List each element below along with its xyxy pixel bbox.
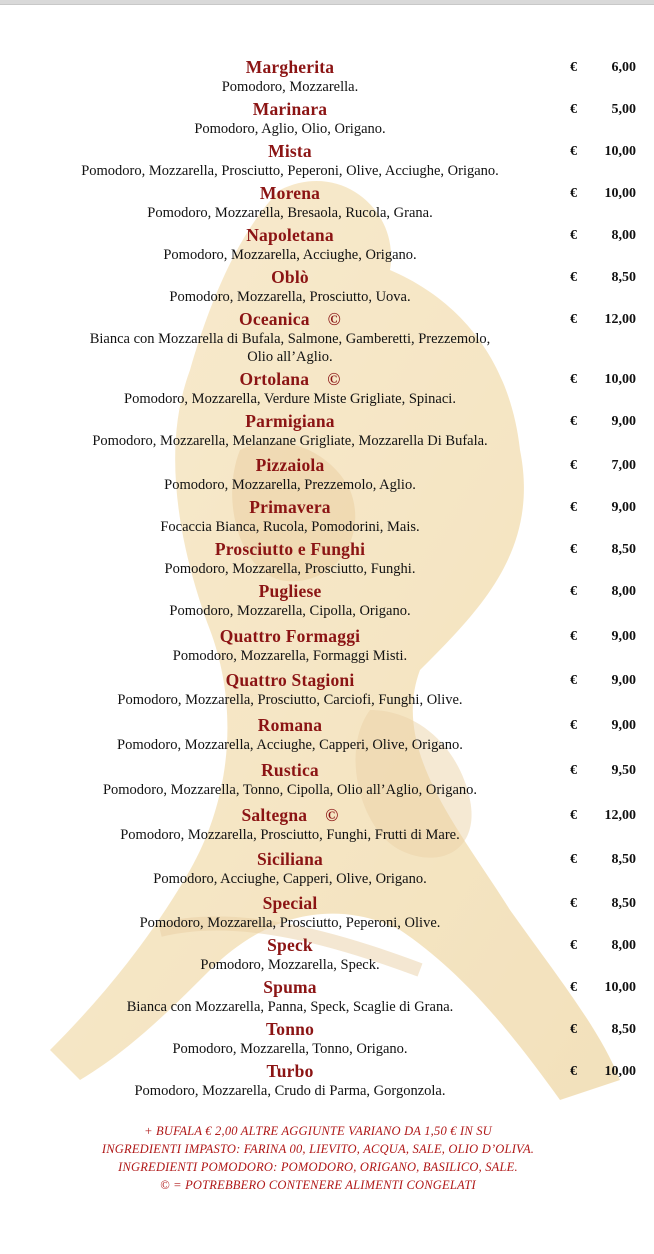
menu-item-name	[0, 454, 580, 476]
menu-item	[0, 759, 654, 799]
menu-item-name-text: Speck	[267, 935, 313, 955]
menu-item	[0, 625, 654, 665]
price-value: 9,50	[611, 763, 636, 778]
menu-item	[0, 892, 654, 932]
price-value: 8,50	[611, 542, 636, 557]
menu-item	[0, 976, 654, 1016]
menu-item-name	[0, 410, 580, 432]
euro-sign: €	[570, 896, 577, 911]
menu-item	[0, 804, 654, 844]
euro-sign: €	[570, 763, 577, 778]
menu-notes	[0, 1122, 636, 1194]
euro-sign: €	[570, 1064, 577, 1079]
price-value: 8,50	[611, 1022, 636, 1037]
menu-item-name-text: Turbo	[266, 1061, 314, 1081]
menu-item-name-text: Quattro Stagioni	[225, 670, 355, 690]
euro-sign: €	[570, 808, 577, 823]
menu-item	[0, 410, 654, 450]
menu-item-name-text: Mista	[268, 141, 312, 161]
menu-item	[0, 224, 654, 264]
menu-item	[0, 56, 654, 96]
menu-item-name-text: Oceanica	[239, 309, 310, 329]
menu-item-ingredients: Focaccia Bianca, Rucola, Pomodorini, Mais.	[160, 519, 420, 535]
menu-item-ingredients: Pomodoro, Mozzarella, Verdure Miste Grigliate, Spinaci.	[124, 391, 456, 407]
price-value: 8,50	[611, 852, 636, 867]
menu-item-name	[0, 182, 580, 204]
euro-sign: €	[570, 60, 577, 75]
menu-item-name	[0, 625, 580, 647]
menu-item-name	[0, 804, 580, 826]
price-value: 10,00	[604, 144, 636, 159]
price-value: 10,00	[604, 980, 636, 995]
menu-note-line: INGREDIENTI POMODORO: POMODORO, ORIGANO, BASILICO, SALE.	[118, 1160, 518, 1174]
menu-item-name-text: Quattro Formaggi	[219, 626, 361, 646]
menu-item-ingredients: Bianca con Mozzarella di Bufala, Salmone, Gamberetti, Prezzemolo,	[89, 331, 491, 347]
menu-item	[0, 1018, 654, 1058]
menu-item-ingredients: Pomodoro, Mozzarella, Acciughe, Origano.	[163, 247, 417, 263]
menu-item-ingredients: Pomodoro, Mozzarella, Prosciutto, Peperoni, Olive.	[139, 915, 441, 931]
menu-item-ingredients: Pomodoro, Mozzarella, Tonno, Cipolla, Olio all’Aglio, Origano.	[102, 782, 478, 798]
menu-item-name	[0, 934, 580, 956]
menu-item-name-text: Primavera	[249, 497, 331, 517]
euro-sign: €	[570, 938, 577, 953]
euro-sign: €	[570, 312, 577, 327]
menu-item-name-text: Prosciutto e Funghi	[214, 539, 366, 559]
euro-sign: €	[570, 718, 577, 733]
menu-item-name-text: Marinara	[252, 99, 328, 119]
menu-item	[0, 848, 654, 888]
menu-note-line: © = POTREBBERO CONTENERE ALIMENTI CONGELATI	[160, 1178, 476, 1192]
price-value: 10,00	[604, 186, 636, 201]
menu-item	[0, 454, 654, 494]
menu-item-name	[0, 224, 580, 246]
menu-item-ingredients: Pomodoro, Mozzarella, Acciughe, Capperi, Olive, Origano.	[117, 737, 463, 753]
menu-item-name-text: Spuma	[263, 977, 317, 997]
menu-item-name-text: Pugliese	[258, 581, 322, 601]
price-value: 9,00	[611, 718, 636, 733]
menu-item-name-text: Saltegna	[241, 805, 308, 825]
menu-item-ingredients: Pomodoro, Mozzarella, Melanzane Grigliate, Mozzarella Di Bufala.	[92, 433, 488, 449]
menu-item-name	[0, 1060, 580, 1082]
euro-sign: €	[570, 414, 577, 429]
menu-item-ingredients: Pomodoro, Mozzarella, Speck.	[200, 957, 380, 973]
menu-note-line: INGREDIENTI IMPASTO: FARINA 00, LIEVITO, ACQUA, SALE, OLIO D’OLIVA.	[101, 1142, 535, 1156]
menu-item-name	[0, 140, 580, 162]
menu-item-ingredients: Pomodoro, Mozzarella, Cipolla, Origano.	[169, 603, 411, 619]
euro-sign: €	[570, 852, 577, 867]
menu-item	[0, 580, 654, 620]
price-value: 9,00	[611, 500, 636, 515]
menu-item	[0, 934, 654, 974]
menu-item-ingredients: Pomodoro, Mozzarella, Formaggi Misti.	[172, 648, 408, 664]
menu-item-ingredients: Pomodoro, Mozzarella, Prosciutto, Carciofi, Funghi, Olive.	[117, 692, 463, 708]
euro-sign: €	[570, 980, 577, 995]
frozen-ingredients-mark: ©	[327, 369, 341, 389]
menu-item-ingredients: Pomodoro, Aglio, Olio, Origano.	[194, 121, 386, 137]
menu-item	[0, 266, 654, 306]
price-value: 9,00	[611, 673, 636, 688]
euro-sign: €	[570, 673, 577, 688]
menu-item-ingredients: Pomodoro, Acciughe, Capperi, Olive, Origano.	[153, 871, 427, 887]
euro-sign: €	[570, 186, 577, 201]
price-value: 9,00	[611, 414, 636, 429]
euro-sign: €	[570, 629, 577, 644]
euro-sign: €	[570, 458, 577, 473]
menu-item	[0, 714, 654, 754]
menu-item-ingredients: Pomodoro, Mozzarella, Prezzemolo, Aglio.	[164, 477, 416, 493]
menu-item	[0, 496, 654, 536]
menu-item-name-text: Romana	[257, 715, 323, 735]
menu-item-ingredients: Pomodoro, Mozzarella, Prosciutto, Funghi.	[164, 561, 416, 577]
price-value: 6,00	[611, 60, 636, 75]
euro-sign: €	[570, 1022, 577, 1037]
price-value: 8,00	[611, 228, 636, 243]
euro-sign: €	[570, 228, 577, 243]
menu-item	[0, 140, 654, 180]
menu-item	[0, 669, 654, 709]
menu-item	[0, 308, 654, 366]
menu-item-name-text: Pizzaiola	[255, 455, 325, 475]
frozen-ingredients-mark: ©	[327, 309, 341, 329]
menu-item-name-text: Rustica	[261, 760, 319, 780]
price-value: 8,00	[611, 938, 636, 953]
menu-item-ingredients: Pomodoro, Mozzarella, Bresaola, Rucola, Grana.	[147, 205, 433, 221]
menu-item-name	[0, 669, 580, 691]
menu-item-ingredients: Olio all’Aglio.	[247, 349, 333, 365]
price-value: 10,00	[604, 1064, 636, 1079]
menu-item	[0, 368, 654, 408]
menu-item-name	[0, 266, 580, 288]
menu-item-ingredients: Pomodoro, Mozzarella, Prosciutto, Uova.	[169, 289, 411, 305]
menu-item-name-text: Ortolana	[239, 369, 310, 389]
euro-sign: €	[570, 542, 577, 557]
price-value: 8,50	[611, 270, 636, 285]
euro-sign: €	[570, 144, 577, 159]
menu-item-name	[0, 368, 580, 390]
price-value: 5,00	[611, 102, 636, 117]
euro-sign: €	[570, 500, 577, 515]
menu-item-name-text: Morena	[259, 183, 321, 203]
menu-item-name	[0, 496, 580, 518]
menu-note-line: + BUFALA € 2,00 ALTRE AGGIUNTE VARIANO DA 1,50 € IN SU	[144, 1124, 492, 1138]
price-value: 12,00	[604, 312, 636, 327]
menu-item-name-text: Tonno	[265, 1019, 315, 1039]
menu-item-name	[0, 56, 580, 78]
euro-sign: €	[570, 270, 577, 285]
menu-item-name-text: Margherita	[245, 57, 335, 77]
menu-item	[0, 538, 654, 578]
menu-item-name	[0, 976, 580, 998]
euro-sign: €	[570, 372, 577, 387]
menu-item-name	[0, 848, 580, 870]
menu-item	[0, 98, 654, 138]
price-value: 8,00	[611, 584, 636, 599]
menu-item	[0, 1060, 654, 1100]
menu-item-name-text: Parmigiana	[245, 411, 335, 431]
menu-item-name	[0, 538, 580, 560]
menu-item-name	[0, 98, 580, 120]
price-value: 10,00	[604, 372, 636, 387]
menu-item-name	[0, 759, 580, 781]
price-value: 8,50	[611, 896, 636, 911]
menu-item-name-text: Oblò	[271, 267, 309, 287]
menu-item-name	[0, 580, 580, 602]
menu-item-name-text: Siciliana	[257, 849, 323, 869]
price-value: 12,00	[604, 808, 636, 823]
frozen-ingredients-mark: ©	[325, 805, 339, 825]
pizza-menu-list	[0, 56, 654, 1102]
euro-sign: €	[570, 584, 577, 599]
euro-sign: €	[570, 102, 577, 117]
menu-item-name-text: Special	[262, 893, 318, 913]
menu-item-name	[0, 714, 580, 736]
menu-item-ingredients: Pomodoro, Mozzarella, Prosciutto, Funghi, Frutti di Mare.	[120, 827, 460, 843]
price-value: 9,00	[611, 629, 636, 644]
menu-item-ingredients: Pomodoro, Mozzarella.	[221, 79, 359, 95]
menu-item-ingredients: Pomodoro, Mozzarella, Prosciutto, Peperoni, Olive, Acciughe, Origano.	[81, 163, 499, 179]
menu-item-name-text: Napoletana	[246, 225, 334, 245]
top-bar	[0, 0, 654, 5]
menu-item-ingredients: Bianca con Mozzarella, Panna, Speck, Scaglie di Grana.	[126, 999, 454, 1015]
price-value: 7,00	[611, 458, 636, 473]
menu-item-name	[0, 308, 580, 330]
menu-item-name	[0, 892, 580, 914]
menu-item	[0, 182, 654, 222]
menu-item-name	[0, 1018, 580, 1040]
menu-item-ingredients: Pomodoro, Mozzarella, Tonno, Origano.	[172, 1041, 408, 1057]
menu-item-ingredients: Pomodoro, Mozzarella, Crudo di Parma, Gorgonzola.	[134, 1083, 446, 1099]
